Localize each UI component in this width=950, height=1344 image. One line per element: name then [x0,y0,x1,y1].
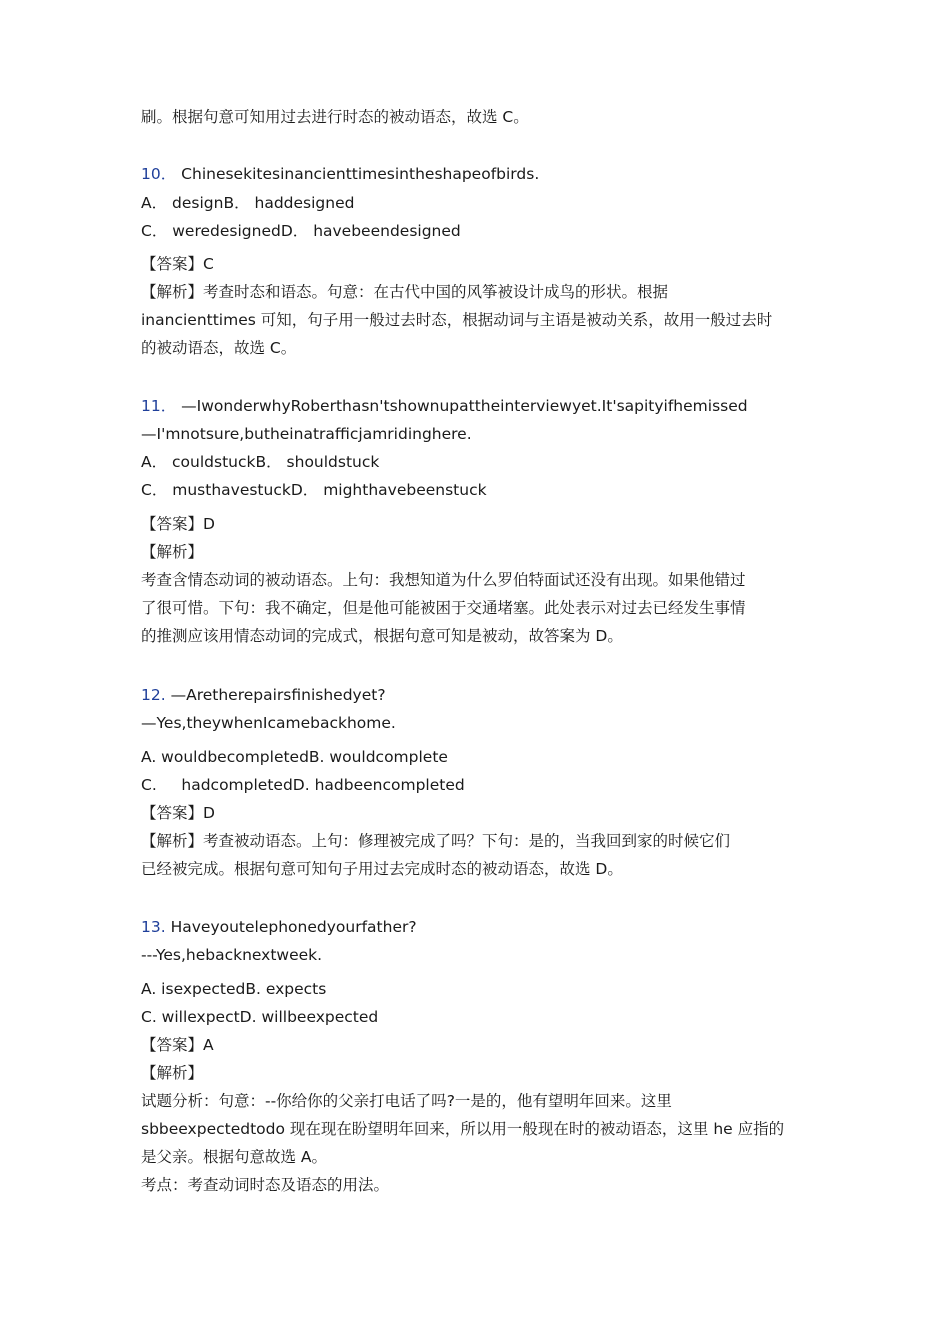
question-11-analysis-line: 了很可惜。下句：我不确定，但是他可能被困于交通堵塞。此处表示对过去已经发生事情 [141,599,746,617]
question-10-analysis-line: 【解析】考查时态和语态。句意：在古代中国的风筝被设计成鸟的形状。根据 [141,283,669,301]
question-10-analysis-line: inancienttimes 可知，句子用一般过去时态，根据动词与主语是被动关系，故用一般过去时 [141,311,773,329]
question-12-options-cd: C. hadcompletedD. hadbeencompleted [141,776,465,794]
question-12-answer: 【答案】D [141,804,215,822]
question-11-reply: —I'mnotsure,butheinatrafficjamridinghere. [141,425,472,443]
question-11-options-ab: A． couldstuckB． shouldstuck [141,453,380,471]
question-13-reply: ---Yes,hebacknextweek. [141,946,323,964]
question-13-stem [141,916,417,938]
question-number: 11． [141,397,177,415]
question-13-analysis-label: 【解析】 [141,1064,204,1082]
question-12-stem [141,684,386,706]
question-text: Chinesekitesinancienttimesintheshapeofbirds. [181,165,540,183]
question-10-options-cd: C． weredesignedD． havebeendesigned [141,222,461,240]
question-11-analysis-label: 【解析】 [141,543,204,561]
question-12-analysis-line: 【解析】考查被动语态。上句：修理被完成了吗？下句：是的，当我回到家的时候它们 [141,832,731,850]
question-number: 12. [141,686,166,704]
question-11-analysis-line: 考查含情态动词的被动语态。上句：我想知道为什么罗伯特面试还没有出现。如果他错过 [141,571,746,589]
question-10-stem [141,163,539,185]
question-11-answer: 【答案】D [141,515,215,533]
question-13-options-cd: C. willexpectD. willbeexpected [141,1008,379,1026]
question-13-answer: 【答案】A [141,1036,214,1054]
question-12-analysis-line: 已经被完成。根据句意可知句子用过去完成时态的被动语态，故选 D。 [141,860,623,878]
question-10-analysis-line: 的被动语态，故选 C。 [141,339,297,357]
question-13-analysis-line: 是父亲。根据句意故选 A。 [141,1148,328,1166]
question-number: 13. [141,918,166,936]
question-11-stem [141,395,748,417]
question-10-answer: 【答案】C [141,255,214,273]
question-11-analysis-line: 的推测应该用情态动词的完成式，根据句意可知是被动，故答案为 D。 [141,627,623,645]
question-text: Haveyoutelephonedyourfather? [170,918,417,936]
question-11-options-cd: C． musthavestuckD． mighthavebeenstuck [141,481,487,499]
question-12-options-ab: A. wouldbecompletedB. wouldcomplete [141,748,448,766]
question-13-options-ab: A. isexpectedB. expects [141,980,327,998]
question-12-reply: —Yes,theywhenIcamebackhome. [141,714,396,732]
question-13-knowledge-point: 考点：考查动词时态及语态的用法。 [141,1176,390,1194]
question-13-analysis-line: 试题分析：句意：--你给你的父亲打电话了吗?一是的，他有望明年回来。这里 [141,1092,672,1110]
intro-text: 刷。根据句意可知用过去进行时态的被动语态，故选 C。 [141,108,529,126]
question-text: —Aretherepairsfinishedyet? [170,686,386,704]
question-13-analysis-line: sbbeexpectedtodo 现在现在盼望明年回来，所以用一般现在时的被动语态，这里 he 应指的 [141,1120,785,1138]
question-10-options-ab: A． designB． haddesigned [141,194,355,212]
question-text: —IwonderwhyRoberthasn'tshownupattheinterviewyet.It'sapityifhemissed [181,397,748,415]
question-number: 10． [141,165,177,183]
